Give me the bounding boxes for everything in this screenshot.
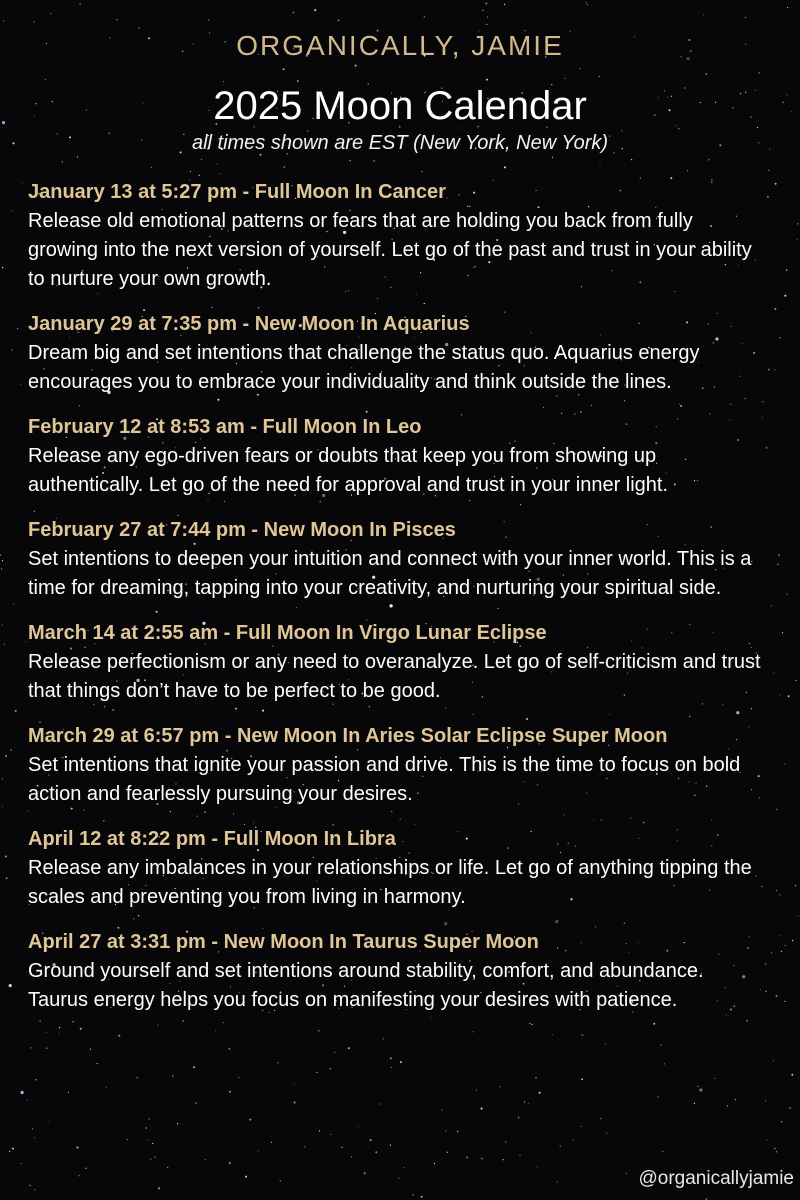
timezone-note: all times shown are EST (New York, New York)	[191, 132, 609, 154]
page-title: 2025 Moon Calendar	[213, 84, 587, 128]
moon-event-heading: March 29 at 6:57 pm - New Moon In Aries Solar Eclipse Super Moon	[28, 725, 668, 747]
moon-event	[28, 310, 768, 397]
brand-name: ORGANICALLY, JAMIE	[236, 30, 564, 61]
moon-event-heading: January 29 at 7:35 pm - New Moon In Aquarius	[28, 313, 470, 335]
moon-event	[28, 825, 768, 912]
moon-event	[28, 722, 768, 809]
moon-event-description: Release perfectionism or any need to overanalyze. Let go of self-criticism and trust that things don’t have to be perfect to be good.	[28, 651, 761, 702]
moon-event-description: Release any imbalances in your relationships or life. Let go of anything tipping the scales and preventing you from living in harmony.	[28, 857, 752, 908]
moon-events-list	[28, 178, 768, 1031]
moon-event-heading: February 12 at 8:53 am - Full Moon In Leo	[28, 416, 422, 438]
moon-event	[28, 928, 768, 1015]
moon-event	[28, 619, 768, 706]
moon-event-description: Release any ego-driven fears or doubts that keep you from showing up authentically. Let go of the need for approval and trust in your inner light.	[28, 445, 669, 496]
moon-event-heading: February 27 at 7:44 pm - New Moon In Pisces	[28, 519, 456, 541]
moon-event-heading: January 13 at 5:27 pm - Full Moon In Cancer	[28, 181, 446, 203]
moon-event-description: Dream big and set intentions that challenge the status quo. Aquarius energy encourages you to embrace your individuality and think outside the lines.	[28, 342, 700, 393]
moon-event	[28, 178, 768, 294]
moon-event-description: Ground yourself and set intentions around stability, comfort, and abundance. Taurus energy helps you focus on manifesting your desires with patience.	[28, 960, 704, 1011]
moon-event-heading: April 12 at 8:22 pm - Full Moon In Libra	[28, 828, 396, 850]
moon-event-heading: April 27 at 3:31 pm - New Moon In Taurus Super Moon	[28, 931, 539, 953]
moon-event-description: Set intentions to deepen your intuition and connect with your inner world. This is a time for dreaming, tapping into your creativity, and nurturing your spiritual side.	[28, 548, 752, 599]
moon-event-description: Set intentions that ignite your passion and drive. This is the time to focus on bold action and fearlessly pursuing your desires.	[28, 754, 741, 805]
moon-event-description: Release old emotional patterns or fears that are holding you back from fully growing into the next version of yourself. Let go of the past and trust in your ability to nurture your own growth.	[28, 210, 752, 290]
moon-event	[28, 413, 768, 500]
social-handle: @organicallyjamie	[638, 1168, 794, 1189]
moon-event-heading: March 14 at 2:55 am - Full Moon In Virgo Lunar Eclipse	[28, 622, 547, 644]
moon-event	[28, 516, 768, 603]
